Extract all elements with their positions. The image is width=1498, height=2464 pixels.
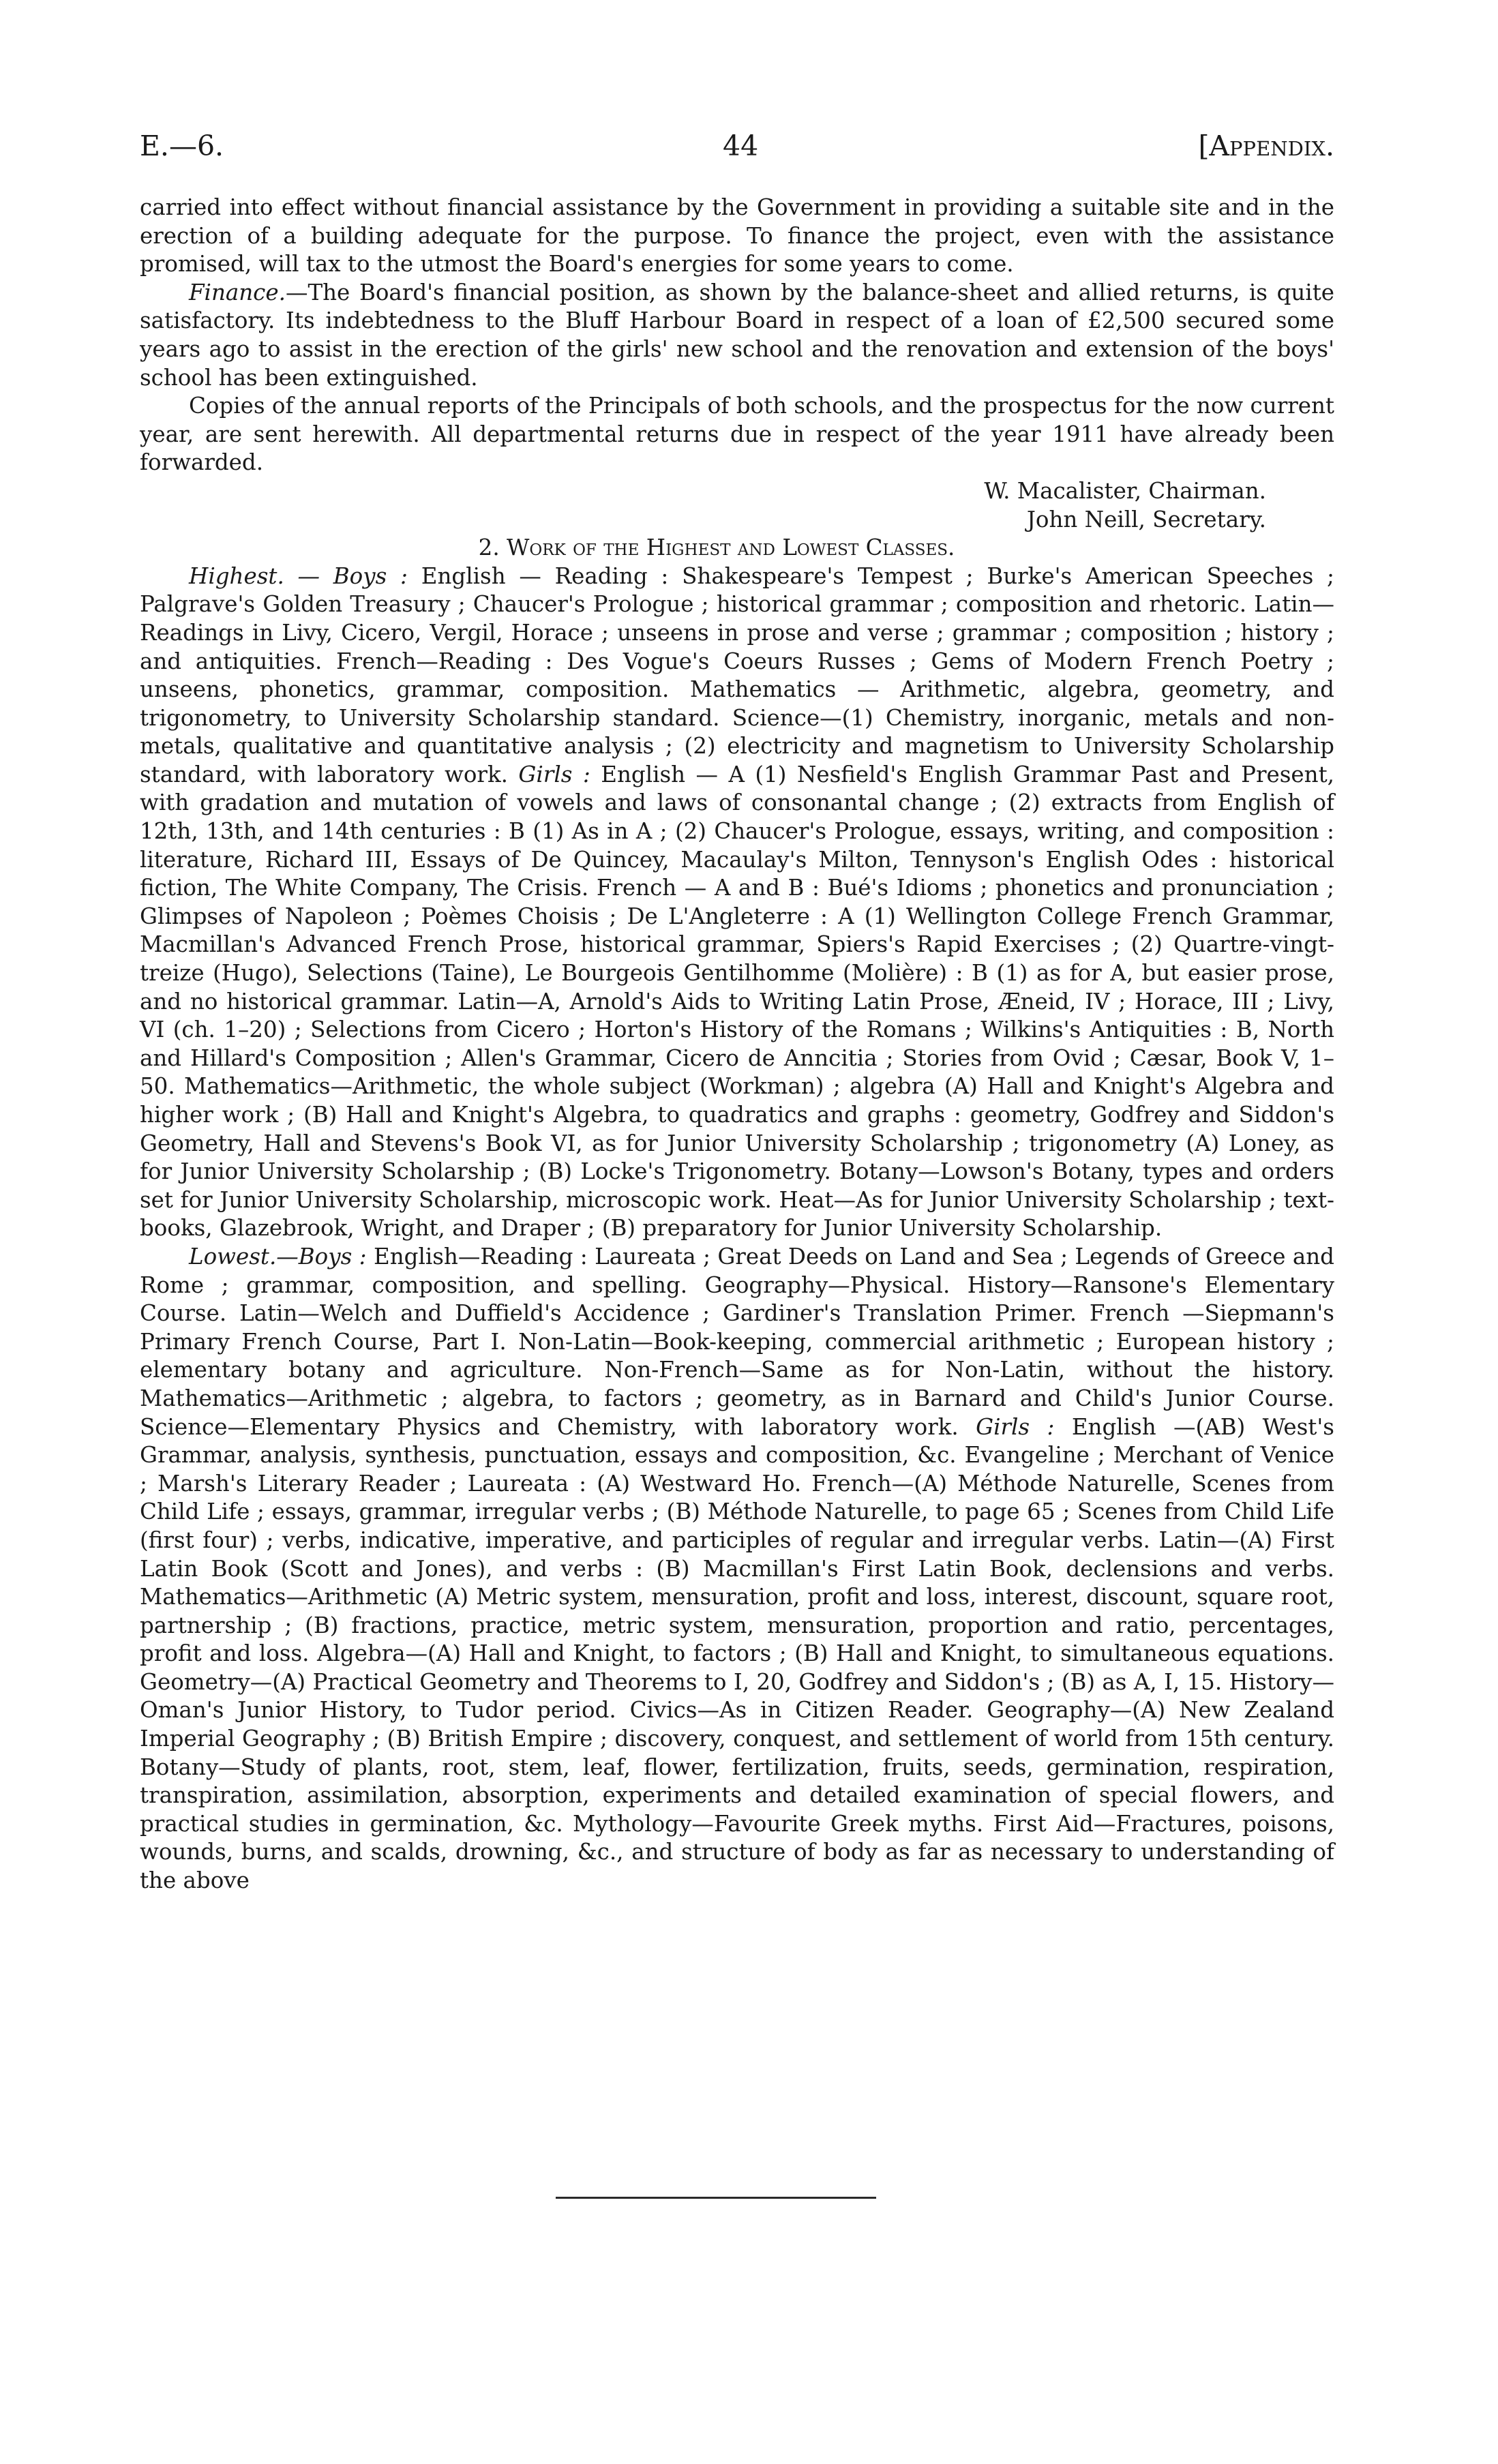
finance-text: —The Board's financial position, as shown by the balance-sheet and allied returns, is quite satisfactory. Its indebtedness to the Bluff Harbour Board in respect of a loan of £2,500 secured some years ago to assist in the erection of the girls' new school and the renovation and extension of the boys' school has been extinguished. bbox=[140, 279, 1334, 391]
lowest-girls-label: Girls : bbox=[976, 1413, 1055, 1440]
lowest-classes-paragraph bbox=[140, 1243, 1334, 1895]
secretary-signature: John Neill, Secretary. bbox=[1026, 506, 1266, 532]
highest-boys-text: English — Reading : Shakespeare's Tempest ; Burke's American Speeches ; Palgrave's Golden Treasury ; Chaucer's Prologue ; historical grammar ; composition and rhetoric. Latin—Readings in Livy, Cicero, Vergil, Horace ; unseens in prose and verse ; grammar ; composition ; history ; and antiquities. French—Reading : Des Vogue's Coeurs Russes ; Gems of Modern French Poetry ; unseens, phonetics, grammar, composition. Mathematics — Arithmetic, algebra, geometry, and trigonometry, to University Scholarship standard. Science—(1) Chemistry, inorganic, metals and non-metals, qualitative and quantitative analysis ; (2) electricity and magnetism to University Scholarship standard, with laboratory work. bbox=[140, 562, 1334, 787]
document-code: E.—6. bbox=[140, 130, 224, 162]
highest-boys-label: Highest. — Boys : bbox=[189, 562, 408, 589]
finance-paragraph bbox=[140, 279, 1334, 392]
lowest-boys-label: Lowest.—Boys : bbox=[189, 1243, 367, 1269]
page-header bbox=[140, 130, 1334, 170]
highest-girls-label: Girls : bbox=[518, 761, 590, 787]
page-number: 44 bbox=[723, 130, 759, 162]
closing-rule bbox=[556, 2197, 876, 2199]
section-title: 2. Work of the Highest and Lowest Classes. bbox=[478, 535, 955, 561]
chairman-signature: W. Macalister, Chairman. bbox=[984, 477, 1266, 504]
highest-classes-paragraph bbox=[140, 562, 1334, 1243]
appendix-label: [Appendix. bbox=[1198, 130, 1334, 162]
lowest-boys-text: English—Reading : Laureata ; Great Deeds on Land and Sea ; Legends of Greece and Rome ; grammar, composition, and spelling. Geography—Physical. History—Ransone's Elementary Course. Latin—Welch and Duffield's Accidence ; Gardiner's Translation Primer. French —Siepmann's Primary French Course, Part I. Non-Latin—Book-keeping, commercial arithmetic ; European history ; elementary botany and agriculture. Non-French—Same as for Non-Latin, without the history. Mathematics—Arithmetic ; algebra, to factors ; geometry, as in Barnard and Child's Junior Course. Science—Elementary Physics and Chemistry, with laboratory work. bbox=[140, 1243, 1334, 1440]
page-body bbox=[140, 194, 1334, 1895]
intro-paragraph: carried into effect without financial assistance by the Government in providing a suitable site and in the erection of a building adequate for the purpose. To finance the project, even with the assistance promised, will tax to the utmost the Board's energies for some years to come. bbox=[140, 194, 1334, 277]
reports-paragraph: Copies of the annual reports of the Principals of both schools, and the prospectus for the now current year, are sent herewith. All departmental returns due in respect of the year 1911 have already been forwarded. bbox=[140, 393, 1334, 476]
highest-girls-text: English — A (1) Nesfield's English Grammar Past and Present, with gradation and mutation of vowels and laws of consonantal change ; (2) extracts from English of 12th, 13th, and 14th centuries : B (1) As in A ; (2) Chaucer's Prologue, essays, writing, and composition : literature, Richard III, Essays of De Quincey, Macaulay's Milton, Tennyson's English Odes : historical fiction, The White Company, The Crisis. French — A and B : Bué's Idioms ; phonetics and pronunciation ; Glimpses of Napoleon ; Poèmes Choisis ; De L'Angleterre : A (1) Wellington College French Grammar, Macmillan's Advanced French Prose, historical grammar, Spiers's Rapid Exercises ; (2) Quartre-vingt-treize (Hugo), Selections (Taine), Le Bourgeois Gentilhomme (Molière) : B (1) as for A, but easier prose, and no historical grammar. Latin—A, Arnold's Aids to Writing Latin Prose, Æneid, IV ; Horace, III ; Livy, VI (ch. 1–20) ; Selections from Cicero ; Horton's History of the Romans ; Wilkins's Antiquities : B, North and Hillard's Composition ; Allen's Grammar, Cicero de Anncitia ; Stories from Ovid ; Cæsar, Book V, 1–50. Mathematics—Arithmetic, the whole subject (Workman) ; algebra (A) Hall and Knight's Algebra and higher work ; (B) Hall and Knight's Algebra, to quadratics and graphs : geometry, Godfrey and Siddon's Geometry, Hall and Stevens's Book VI, as for Junior University Scholarship ; trigonometry (A) Loney, as for Junior University Scholarship ; (B) Locke's Trigonometry. Botany—Lowson's Botany, types and orders set for Junior University Scholarship, microscopic work. Heat—As for Junior University Scholarship ; text-books, Glazebrook, Wright, and Draper ; (B) preparatory for Junior University Scholarship. bbox=[140, 761, 1334, 1242]
lowest-girls-text: English —(AB) West's Grammar, analysis, synthesis, punctuation, essays and composition, &c. Evangeline ; Merchant of Venice ; Marsh's Literary Reader ; Laureata : (A) Westward Ho. French—(A) Méthode Naturelle, Scenes from Child Life ; essays, grammar, irregular verbs ; (B) Méthode Naturelle, to page 65 ; Scenes from Child Life (first four) ; verbs, indicative, imperative, and participles of regular and irregular verbs. Latin—(A) First Latin Book (Scott and Jones), and verbs : (B) Macmillan's First Latin Book, declensions and verbs. Mathematics—Arithmetic (A) Metric system, mensuration, profit and loss, interest, discount, square root, partnership ; (B) fractions, practice, metric system, mensuration, proportion and ratio, percentages, profit and loss. Algebra—(A) Hall and Knight, to factors ; (B) Hall and Knight, to simultaneous equations. Geometry—(A) Practical Geometry and Theorems to I, 20, Godfrey and Siddon's ; (B) as A, I, 15. History—Oman's Junior History, to Tudor period. Civics—As in Citizen Reader. Geography—(A) New Zealand Imperial Geography ; (B) British Empire ; discovery, conquest, and settlement of world from 15th century. Botany—Study of plants, root, stem, leaf, flower, fertilization, fruits, seeds, germination, respiration, transpiration, assimilation, absorption, experiments and detailed examination of special flowers, and practical studies in germination, &c. Mythology—Favourite Greek myths. First Aid—Fractures, poisons, wounds, burns, and scalds, drowning, &c., and structure of body as far as necessary to understanding of the above bbox=[140, 1413, 1334, 1894]
finance-label: Finance. bbox=[189, 279, 286, 305]
